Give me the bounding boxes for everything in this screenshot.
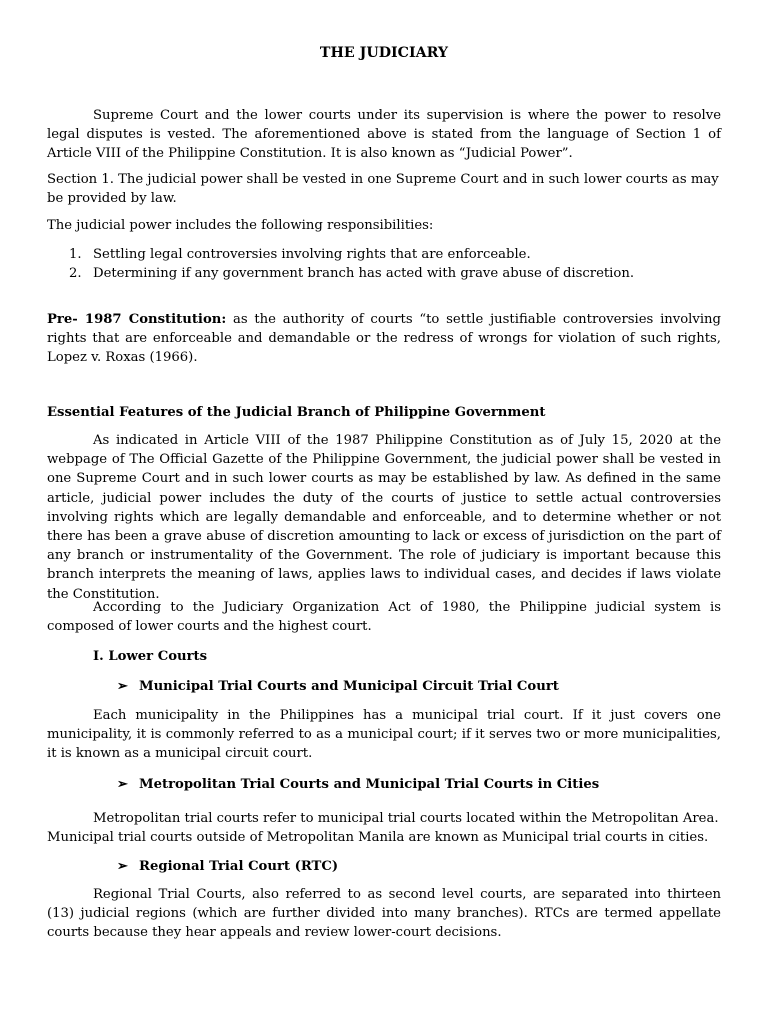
list-item	[47, 264, 721, 283]
list-number: 1.	[69, 247, 82, 262]
pre-1987-paragraph	[47, 310, 721, 368]
responsibilities-list	[47, 245, 721, 283]
organization-paragraph: According to the Judiciary Organization Act of 1980, the Philippine judicial system is composed of lower courts and the highest court.	[47, 600, 721, 635]
page-title: THE JUDICIARY	[319, 45, 449, 61]
section-1-paragraph: Section 1. The judicial power shall be vested in one Supreme Court and in such lower courts as may be provided by law.	[47, 172, 719, 207]
essential-features-paragraph: As indicated in Article VIII of the 1987 Philippine Constitution as of July 15, 2020 at the webpage of The Official Gazette of the Philippine Government, the judicial power shall be vested in one Supreme Court and in such lower courts as may be established by law. As defined in the same article, judicial power includes the duty of the courts of justice to settle actual controversies involving rights which are legally demandable and enforceable, and to determine whether or not there has been a grave abuse of discretion amounting to lack or excess of jurisdiction on the part of any branch or instrumentality of the Government. The role of judiciary is important because this branch interprets the meaning of laws, applies laws to individual cases, and decides if laws violate the Constitution.	[47, 433, 721, 602]
mtc-heading: Municipal Trial Courts and Municipal Circuit Trial Court	[139, 679, 559, 694]
arrow-bullet-icon: ➢	[117, 859, 129, 874]
list-item-text: Settling legal controversies involving rights that are enforceable.	[93, 247, 531, 262]
essential-features-heading: Essential Features of the Judicial Branch of Philippine Government	[47, 405, 546, 420]
list-number: 2.	[69, 266, 82, 282]
metc-line-2: Municipal trial courts outside of Metropolitan Manila are known as Municipal trial courts in cities.	[47, 830, 709, 845]
list-item	[47, 245, 721, 264]
metc-heading: Metropolitan Trial Courts and Municipal Trial Courts in Cities	[139, 777, 600, 792]
rtc-paragraph: Regional Trial Courts, also referred to as second level courts, are separated into thirteen (13) judicial regions (which are further divided into many branches). RTCs are termed appellate courts because they hear appeals and review lower-court decisions.	[47, 887, 721, 941]
list-item-text: Determining if any government branch has acted with grave abuse of discretion.	[93, 266, 635, 282]
intro-paragraph: Supreme Court and the lower courts under its supervision is where the power to resolve legal disputes is vested. The aforementioned above is stated from the language of Section 1 of Article VIII of the Philippine Constitution. It is also known as “Judicial Power”.	[47, 108, 721, 162]
metc-line-1: Metropolitan trial courts refer to municipal trial courts located within the Metropolitan Area.	[93, 811, 719, 826]
rtc-heading: Regional Trial Court (RTC)	[139, 859, 339, 874]
responsibilities-intro: The judicial power includes the following responsibilities:	[47, 218, 434, 233]
mtc-paragraph: Each municipality in the Philippines has a municipal trial court. If it just covers one municipality, it is commonly referred to as a municipal court; if it serves two or more municipalities, it is known as a municipal circuit court.	[47, 708, 721, 762]
lower-courts-heading: I. Lower Courts	[93, 649, 208, 664]
pre-1987-text: as the authority of courts “to settle justifiable controversies involving rights that are enforceable and demandable or the redress of wrongs for violation of such rights, Lopez v. Roxas (1966).	[47, 312, 721, 366]
pre-1987-label: Pre- 1987 Constitution:	[47, 312, 227, 327]
arrow-bullet-icon: ➢	[117, 777, 129, 792]
arrow-bullet-icon: ➢	[117, 679, 129, 694]
